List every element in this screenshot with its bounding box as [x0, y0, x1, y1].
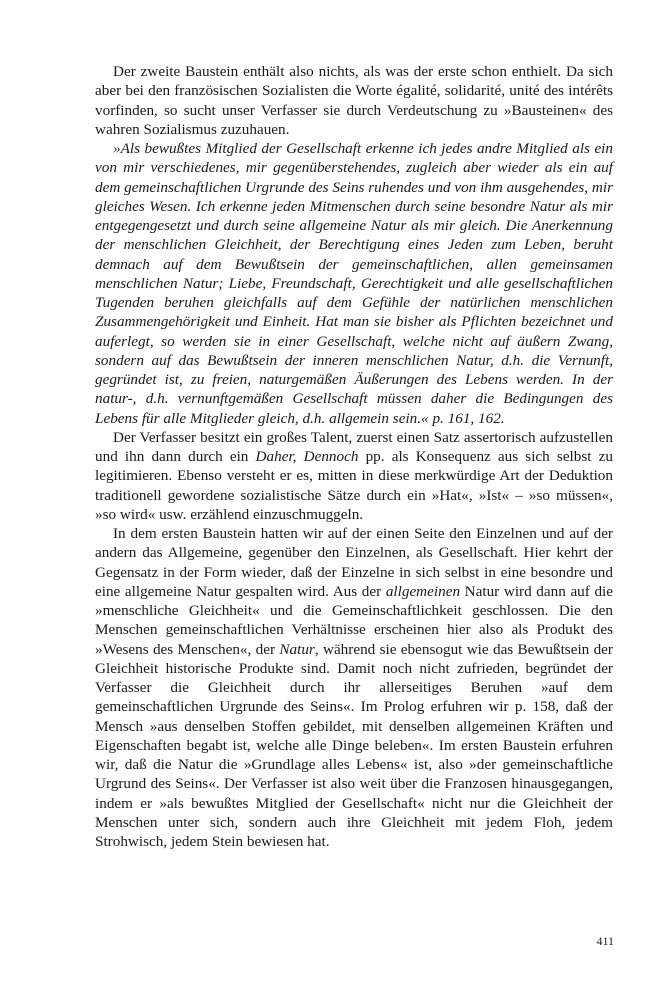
- text-run: Der Verfasser besitzt ein großes Talent, zuerst einen Satz assertorisch aufzustellen und ihn dann durch ein: [95, 428, 613, 465]
- paragraph-talent: [95, 428, 613, 524]
- text-run: Natur wird dann auf die »menschliche Gleichheit« und die Gemeinschaftlichkeit geschlossen. Die den Menschen gemeinschaftlichen Verhältnisse erscheinen hier also als Produkt des »Wesens des Menschen«, der: [95, 582, 614, 658]
- paragraph-quotation: »Als bewußtes Mitglied der Gesellschaft erkenne ich jedes andre Mitglied als ein von mir verschiedenes, mir gegenüberstehendes, zugleich aber wieder als ein auf dem gemeinschaftlichen Urgrunde des Seins ruhendes und von ihm ausgehendes, mir gleiches Wesen. Ich erkenne jeden Mitmenschen durch seine besondre Natur als mir entgegengesetzt und durch seine allgemeine Natur als mir gleich. Die Anerkennung der menschlichen Gleichheit, der Berechtigung eines Jeden zum Leben, beruht demnach auf dem Bewußtsein der gemeinschaftlichen, allen gemeinsamen menschlichen Natur; Liebe, Freundschaft, Gerechtigkeit und alle gesellschaftlichen Tugenden beruhen gleichfalls auf dem Gefühle der natürlichen menschlichen Zusammengehörigkeit und Einheit. Hat man sie bisher als Pflichten bezeichnet und auferlegt, so werden sie in einer Gesellschaft, welche nicht auf äußern Zwang, sondern auf das Bewußtsein der inneren menschlichen Natur, d.h. die Vernunft, gegründet ist, zu freien, naturgemäßen Äußerungen des Lebens werden. In der natur-, d.h. vernunftgemäßen Gesellschaft müssen daher die Bedingungen des Lebens für alle Mitglieder gleich, d.h. allgemein sein.« p. 161, 162.: [95, 140, 613, 427]
- emphasis-allgemeinen: allgemeinen: [385, 582, 461, 600]
- paragraph-first-stone: [95, 524, 613, 851]
- text-run: pp. als Konsequenz aus sich selbst zu legitimieren. Ebenso versteht er es, mitten in diese merkwürdige Art der Deduktion traditionell gewordene sozialistische Sätze durch ein »Hat«, »Ist« – »so müssen«, »so wird« usw. erzählend einzuschmuggeln.: [95, 448, 613, 523]
- text-run: In dem ersten Baustein hatten wir auf der einen Seite den Einzelnen und auf der andern das Allgemeine, gegenüber den Einzelnen, als Gesellschaft. Hier kehrt der Gegensatz in der Form wieder, daß der Einzelne in sich selbst in eine besondre und eine allgemeine Natur gespalten wird. Aus der: [95, 525, 613, 600]
- body-text: [95, 62, 613, 851]
- text-run: , während sie ebensogut wie das Bewußtsein der Gleichheit historische Produkte sind. Damit noch nicht zufrieden, begründet der Verfasser die Gleichheit durch ihr allerseitiges Beruhen »auf dem gemeinschaftlichen Urgrunde des Seins«. Im Prolog erfuhren wir p. 158, daß der Mensch »aus denselben Stoffen gebildet, mit denselben allgemeinen Kräften und Eigenschaften begabt ist, welche alle Dinge beleben«. Im ersten Baustein erfuhren wir, daß die Natur die »Grundlage alles Lebens« ist, also »der gemeinschaftliche Urgrund des Seins«. Der Verfasser ist also weit über die Franzosen hinausgegangen, indem er »als bewußtes Mitglied der Gesellschaft« nicht nur die Gleichheit der Menschen unter sich, sondern auch ihre Gleichheit mit jedem Floh, jedem Strohwisch, jedem Stein bewiesen hat.: [95, 640, 613, 850]
- emphasis-natur: Natur: [279, 640, 315, 658]
- paragraph-intro: Der zweite Baustein enthält also nichts, als was der erste schon enthielt. Da sich aber bei den französischen Sozialisten die Worte égalité, solidarité, unité des intérêts vorfinden, so sucht unser Verfasser sie durch Verdeutschung zu »Bausteinen« des wahren Sozialismus zuzuhauen.: [95, 63, 613, 138]
- emphasis-daher-dennoch: Daher, Dennoch: [255, 448, 359, 465]
- page-number: 411: [596, 934, 614, 948]
